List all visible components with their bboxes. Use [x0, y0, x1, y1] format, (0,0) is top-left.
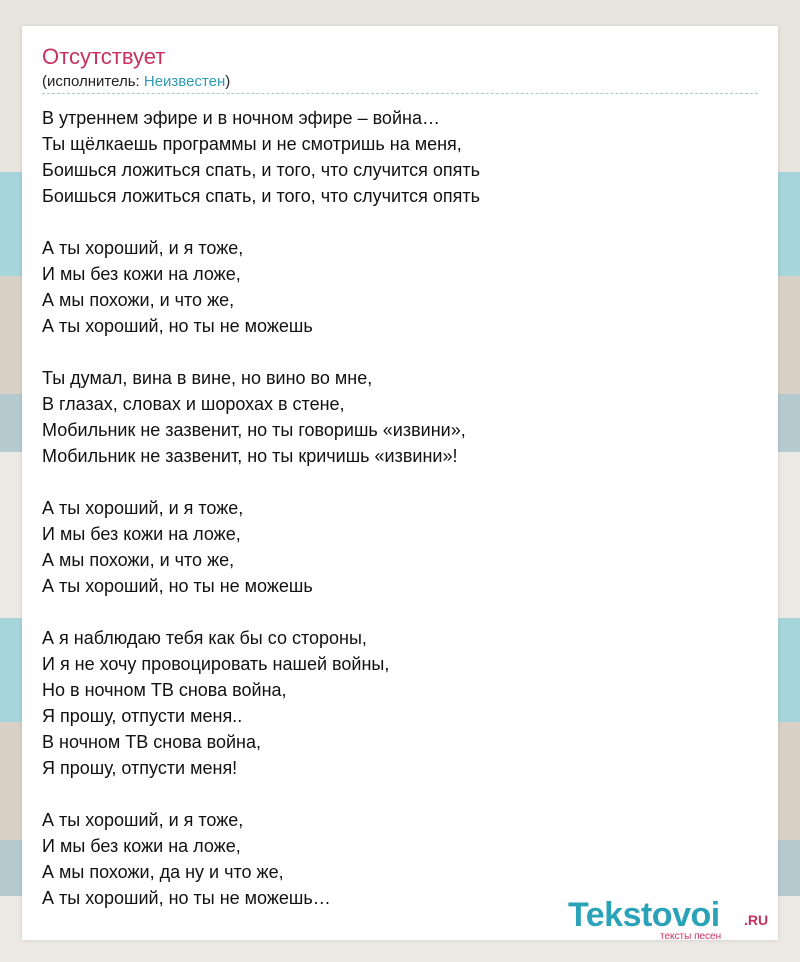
artist-suffix: ): [225, 73, 231, 90]
lyric-line: Боишься ложиться спать, и того, что случится опять: [42, 160, 480, 180]
lyric-line: А я наблюдаю тебя как бы со стороны,: [42, 628, 367, 648]
lyric-line: А ты хороший, и я тоже,: [42, 810, 244, 830]
lyric-line: Но в ночном ТВ снова война,: [42, 680, 287, 700]
artist-line: [42, 73, 230, 90]
song-title: Отсутствует: [42, 44, 166, 69]
lyric-line: И мы без кожи на ложе,: [42, 264, 241, 284]
lyric-line: Ты думал, вина в вине, но вино во мне,: [42, 368, 373, 388]
lyric-line: В ночном ТВ снова война,: [42, 732, 261, 752]
lyric-line: А ты хороший, но ты не можешь: [42, 316, 313, 336]
lyric-line: Ты щёлкаешь программы и не смотришь на меня,: [42, 134, 462, 154]
lyric-spacer: [42, 599, 758, 625]
lyric-line: И я не хочу провоцировать нашей войны,: [42, 654, 390, 674]
lyric-line: Я прошу, отпусти меня..: [42, 706, 243, 726]
lyric-line: И мы без кожи на ложе,: [42, 524, 241, 544]
lyrics-text: [42, 105, 758, 911]
lyrics-card: [22, 26, 778, 940]
lyric-line: Мобильник не зазвенит, но ты говоришь «извини»,: [42, 420, 466, 440]
logo-tagline: тексты песен: [660, 931, 722, 942]
lyric-line: А ты хороший, и я тоже,: [42, 238, 244, 258]
lyric-line: А ты хороший, но ты не можешь…: [42, 888, 331, 908]
logo-wordmark: Tekstovoi: [568, 896, 720, 934]
lyric-line: А ты хороший, и я тоже,: [42, 498, 244, 518]
lyric-spacer: [42, 781, 758, 807]
divider: [42, 93, 758, 94]
site-logo[interactable]: [568, 896, 778, 940]
logo-tld: .RU: [744, 912, 769, 928]
artist-prefix: (исполнитель:: [42, 73, 144, 90]
lyric-line: И мы без кожи на ложе,: [42, 836, 241, 856]
lyric-spacer: [42, 469, 758, 495]
lyric-spacer: [42, 339, 758, 365]
lyric-line: Мобильник не зазвенит, но ты кричишь «извини»!: [42, 446, 458, 466]
lyric-line: Я прошу, отпусти меня!: [42, 758, 238, 778]
artist-link[interactable]: Неизвестен: [143, 73, 226, 90]
lyric-spacer: [42, 209, 758, 235]
lyric-line: А мы похожи, и что же,: [42, 550, 235, 570]
lyric-line: А мы похожи, и что же,: [42, 290, 235, 310]
lyric-line: В глазах, словах и шорохах в стене,: [42, 394, 345, 414]
lyric-line: А мы похожи, да ну и что же,: [42, 862, 284, 882]
lyric-line: В утреннем эфире и в ночном эфире – война…: [42, 108, 440, 128]
lyric-line: А ты хороший, но ты не можешь: [42, 576, 313, 596]
lyric-line: Боишься ложиться спать, и того, что случится опять: [42, 186, 480, 206]
